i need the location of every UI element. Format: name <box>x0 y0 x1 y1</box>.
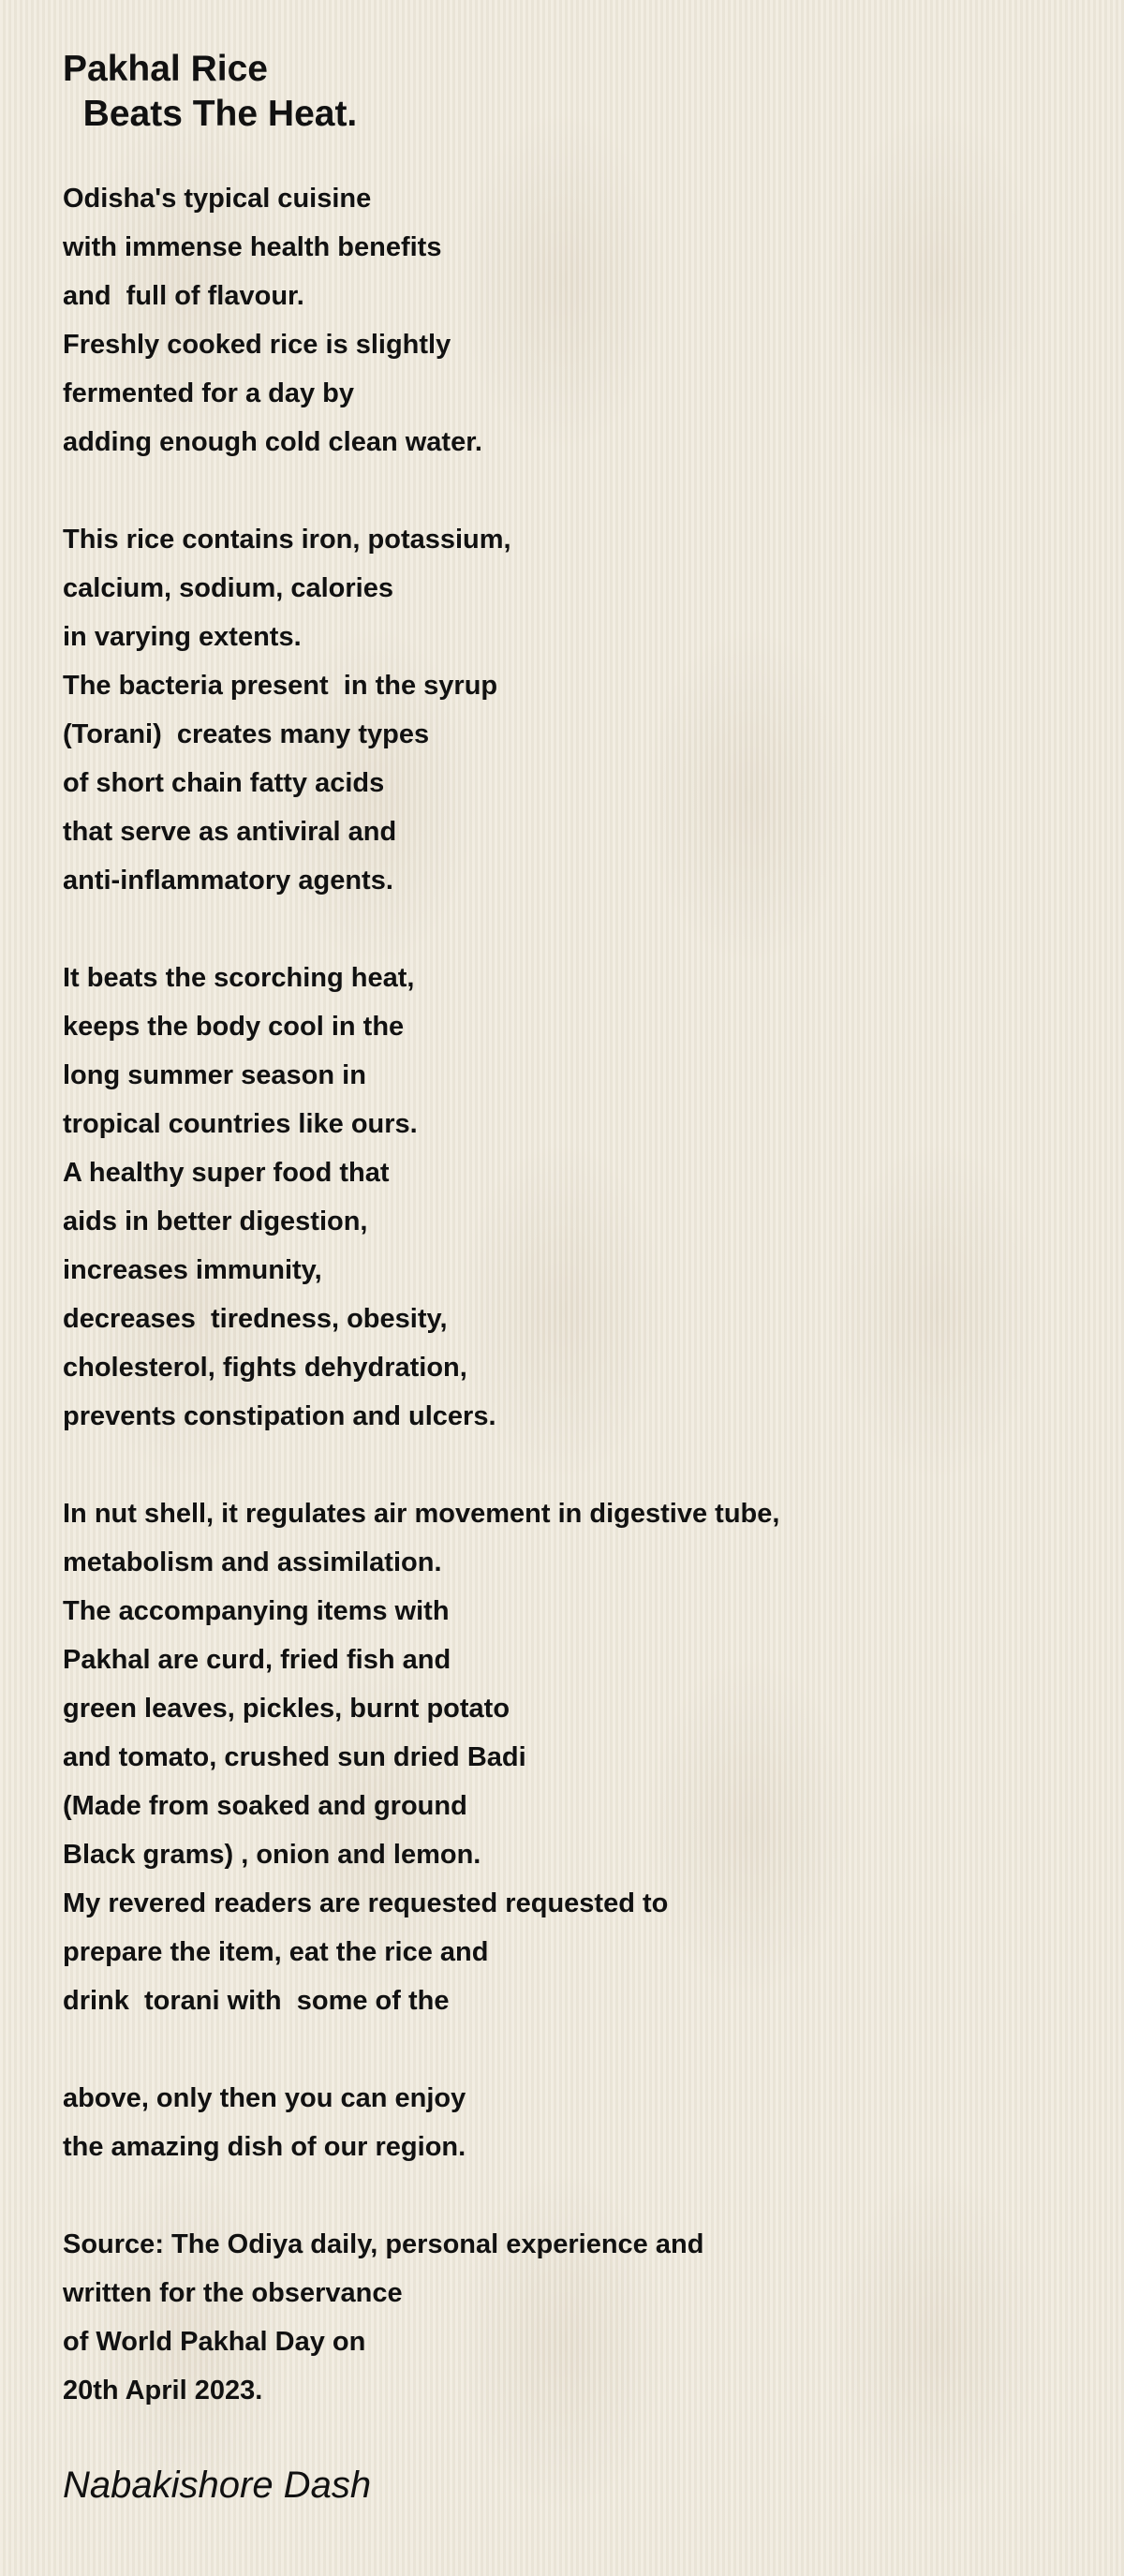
poem-line: that serve as antiviral and <box>63 817 397 847</box>
poem-title-line-2: Beats The Heat. <box>63 94 358 134</box>
poem-line: Black grams) , onion and lemon. <box>63 1840 481 1870</box>
poem-line: of short chain fatty acids <box>63 768 385 798</box>
poem-line: aids in better digestion, <box>63 1207 368 1236</box>
poem-line: The bacteria present in the syrup <box>63 671 498 701</box>
poem-line: in varying extents. <box>63 622 302 652</box>
poem-line: long summer season in <box>63 1060 366 1090</box>
poem-line: green leaves, pickles, burnt potato <box>63 1694 510 1724</box>
poem-line: My revered readers are requested requested to <box>63 1888 669 1918</box>
poem-line: with immense health benefits <box>63 232 442 262</box>
poem-line: The accompanying items with <box>63 1596 450 1626</box>
poem-line: fermented for a day by <box>63 378 355 408</box>
poem-line: It beats the scorching heat, <box>63 963 415 993</box>
poem-line: Odisha's typical cuisine <box>63 184 372 214</box>
poem-title <box>63 47 1074 137</box>
stanza-break <box>63 2171 1074 2220</box>
stanza-break <box>63 466 1074 515</box>
poem-page <box>63 47 1074 2509</box>
poem-author: Nabakishore Dash <box>63 2465 372 2506</box>
poem-line: (Made from soaked and ground <box>63 1791 467 1821</box>
poem-line: Source: The Odiya daily, personal experience and <box>63 2229 704 2259</box>
poem-line: metabolism and assimilation. <box>63 1547 442 1577</box>
poem-line: of World Pakhal Day on <box>63 2327 366 2357</box>
poem-line: prevents constipation and ulcers. <box>63 1401 496 1431</box>
poem-line: written for the observance <box>63 2278 403 2308</box>
poem-line: tropical countries like ours. <box>63 1109 418 1139</box>
poem-line: calcium, sodium, calories <box>63 573 393 603</box>
poem-line: anti-inflammatory agents. <box>63 866 393 896</box>
poem-line: In nut shell, it regulates air movement in digestive tube, <box>63 1499 780 1529</box>
stanza-break <box>63 905 1074 954</box>
poem-line: cholesterol, fights dehydration, <box>63 1353 467 1383</box>
poem-line: the amazing dish of our region. <box>63 2132 466 2162</box>
poem-line: A healthy super food that <box>63 1158 390 1188</box>
poem-body <box>63 174 1074 2415</box>
poem-line: (Torani) creates many types <box>63 719 430 749</box>
poem-line: and tomato, crushed sun dried Badi <box>63 1742 526 1772</box>
poem-line: 20th April 2023. <box>63 2376 263 2406</box>
poem-line: drink torani with some of the <box>63 1986 450 2016</box>
poem-line: Freshly cooked rice is slightly <box>63 330 451 360</box>
poem-line: keeps the body cool in the <box>63 1012 405 1042</box>
poem-line: Pakhal are curd, fried fish and <box>63 1645 451 1675</box>
stanza-break <box>63 2025 1074 2074</box>
poem-title-line-1: Pakhal Rice <box>63 49 268 89</box>
poem-line: adding enough cold clean water. <box>63 427 482 457</box>
poem-line: prepare the item, eat the rice and <box>63 1937 489 1967</box>
stanza-break <box>63 1441 1074 1489</box>
poem-line: and full of flavour. <box>63 281 304 311</box>
poem-line: This rice contains iron, potassium, <box>63 525 511 555</box>
poem-line: above, only then you can enjoy <box>63 2083 466 2113</box>
poem-line: increases immunity, <box>63 1255 322 1285</box>
poem-line: decreases tiredness, obesity, <box>63 1304 448 1334</box>
